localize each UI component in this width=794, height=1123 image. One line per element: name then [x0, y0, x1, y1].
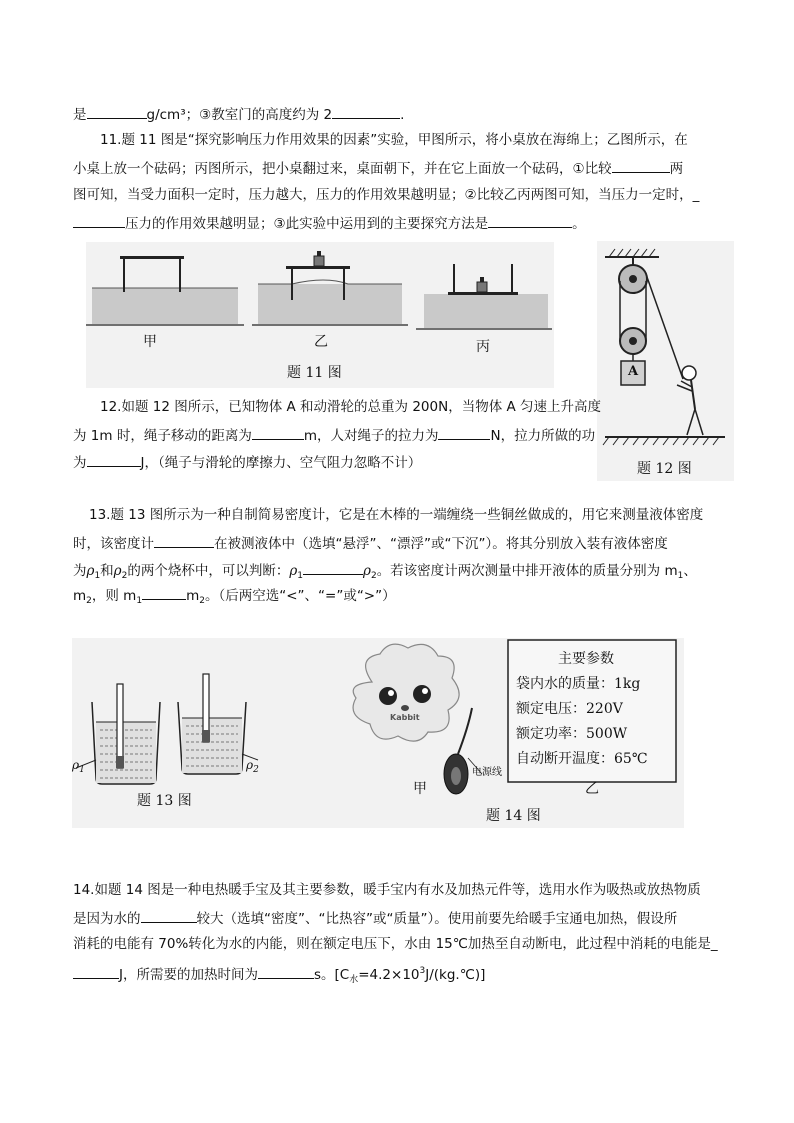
fig12-caption: 题 12 图 [637, 461, 692, 477]
answer-blank[interactable] [73, 964, 119, 979]
param-cutoff-temp: 自动断开温度：65℃ [516, 751, 648, 767]
answer-blank[interactable] [258, 964, 314, 979]
answer-blank[interactable] [332, 104, 400, 119]
answer-blank[interactable] [154, 533, 214, 548]
q14-line4: J，所需要的加热时间为 s。$[C_水=4.2\times 10^3J/(kg.℃)]$ [73, 962, 485, 989]
q11-line1: 11.题 11 图是“探究影响压力作用效果的因素”实验，甲图所示，将小桌放在海绵上；乙图所示，在 [100, 132, 688, 148]
q11-line4: 压力的作用效果越明显；③此实验中运用到的主要探究方法是 。 [73, 213, 586, 233]
q12-line1: 12.如题 12 图所示，已知物体 A 和动滑轮的总重为 200N，当物体 A 匀速上升高度 [100, 399, 602, 415]
answer-blank[interactable] [438, 425, 490, 440]
fig11-caption: 题 11 图 [287, 365, 342, 381]
fig14-caption: 题 14 图 [486, 808, 541, 824]
param-water-mass: 袋内水的质量：1kg [516, 676, 641, 692]
param-rated-voltage: 额定电压：220V [516, 701, 623, 717]
toy-text: Kabbit [390, 713, 420, 722]
cord-label: 电源线 [472, 767, 502, 778]
param-rated-power: 额定功率：500W [516, 726, 628, 742]
fig14-label-yi: 乙 [585, 781, 599, 797]
q13-line3: 为$\rho_1$和$\rho_2$的两个烧杯中，可以判断：$\rho_1$ $\rho_2$。若该密度计两次测量中排开液体的质量分别为 $m_1$、 [73, 560, 697, 585]
fig11-label-bing: 丙 [476, 339, 490, 355]
fig14-label-jia: 甲 [413, 781, 427, 797]
answer-blank[interactable] [87, 104, 147, 119]
q13-line2: 时，该密度计 在被测液体中（选填“悬浮”、“漂浮”或“下沉”）。将其分别放入装有液体密度 [73, 533, 668, 553]
answer-blank[interactable] [141, 908, 197, 923]
rho2-label: $\rho_2$ [246, 758, 259, 775]
params-title: 主要参数 [558, 651, 614, 667]
q14-line1: 14.如题 14 图是一种电热暖手宝及其主要参数，暖手宝内有水及加热元件等，选用水作为吸热或放热物质 [73, 882, 701, 898]
answer-blank[interactable] [252, 425, 304, 440]
q14-line3: 消耗的电能有 70%转化为水的内能，则在额定电压下，水由 15℃加热至自动断电，此过程中消耗的电能是_ [73, 936, 718, 952]
answer-blank[interactable] [488, 213, 572, 228]
q13-line4: $m_2$，则 $m_1$ $m_2$。（后两空选“<”、“=”或“>”） [73, 585, 396, 610]
fig11-label-yi: 乙 [314, 334, 328, 350]
q10-tail: 是 g/cm³；③教室门的高度约为 2 . [73, 104, 404, 124]
answer-blank[interactable] [73, 213, 125, 228]
answer-blank[interactable] [142, 585, 186, 600]
q11-line2: 小桌上放一个砝码；丙图所示，把小桌翻过来，桌面朝下，并在它上面放一个砝码，①比较 两 [73, 158, 683, 178]
figure-12-pulley [597, 241, 734, 481]
answer-blank[interactable] [87, 452, 141, 467]
answer-blank[interactable] [612, 158, 670, 173]
fig13-caption: 题 13 图 [137, 793, 192, 809]
q14-line2: 是因为水的 较大（选填“密度”、“比热容”或“质量”）。使用前要先给暖手宝通电加热，假设所 [73, 908, 677, 928]
block-a-label: A [628, 364, 639, 379]
q13-line1: 13.题 13 图所示为一种自制简易密度计，它是在木棒的一端缠绕一些铜丝做成的，用它来测量液体密度 [89, 507, 704, 523]
fig11-label-jia: 甲 [143, 334, 157, 350]
q11-line3: 图可知，当受力面积一定时，压力越大，压力的作用效果越明显；②比较乙丙两图可知，当压力一定时，_ [73, 187, 700, 203]
rho1-label: $\rho_1$ [72, 758, 85, 775]
q12-line3: 为 J，（绳子与滑轮的摩擦力、空气阻力忽略不计） [73, 452, 421, 472]
params-list [516, 672, 647, 772]
answer-blank[interactable] [303, 560, 363, 575]
q12-line2: 为 1m 时，绳子移动的距离为 m，人对绳子的拉力为 N，拉力所做的功 [73, 425, 595, 445]
